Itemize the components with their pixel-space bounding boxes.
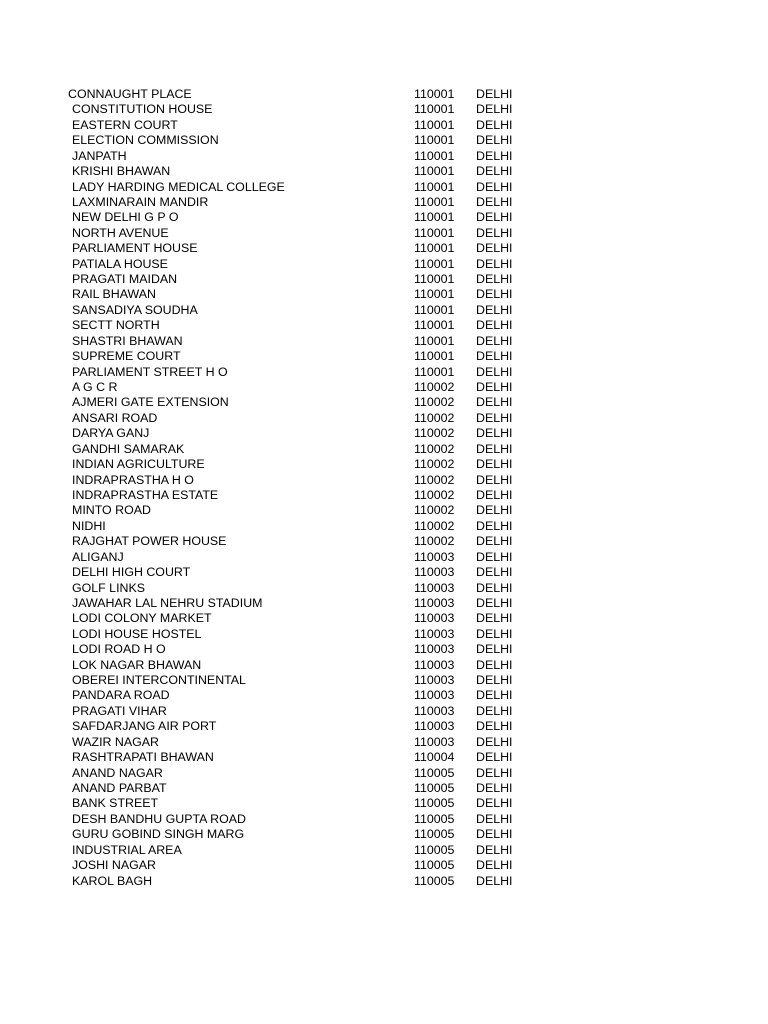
place-name-cell: MINTO ROAD <box>72 503 151 518</box>
city-cell: DELHI <box>476 673 513 688</box>
place-name-cell: SANSADIYA SOUDHA <box>72 302 198 317</box>
city-cell: DELHI <box>476 318 513 333</box>
city-cell: DELHI <box>476 565 513 580</box>
place-name-cell: PARLIAMENT STREET H O <box>72 364 228 379</box>
table-row <box>68 704 528 719</box>
city-cell: DELHI <box>476 117 513 132</box>
pin-code-cell: 110001 <box>414 133 455 148</box>
place-name-cell: GOLF LINKS <box>72 580 145 595</box>
place-name-cell: NEW DELHI G P O <box>72 210 179 225</box>
pin-code-cell: 110002 <box>414 410 455 425</box>
city-cell: DELHI <box>476 518 513 533</box>
pin-code-cell: 110003 <box>414 703 455 718</box>
pin-code-cell: 110001 <box>414 225 455 240</box>
pin-code-cell: 110003 <box>414 580 455 595</box>
table-row <box>68 380 528 395</box>
place-name-cell: NORTH AVENUE <box>72 225 169 240</box>
pin-code-cell: 110003 <box>414 688 455 703</box>
table-row <box>68 735 528 750</box>
table-row <box>68 164 528 179</box>
pin-code-cell: 110005 <box>414 827 455 842</box>
pin-code-cell: 110001 <box>414 194 455 209</box>
table-row <box>68 318 528 333</box>
pin-code-cell: 110005 <box>414 811 455 826</box>
place-name-cell: LOK NAGAR BHAWAN <box>72 657 202 672</box>
city-cell: DELHI <box>476 395 513 410</box>
table-row <box>68 473 528 488</box>
city-cell: DELHI <box>476 380 513 395</box>
pin-code-cell: 110005 <box>414 796 455 811</box>
city-cell: DELHI <box>476 241 513 256</box>
pin-code-cell: 110002 <box>414 426 455 441</box>
city-cell: DELHI <box>476 364 513 379</box>
place-name-cell: CONSTITUTION HOUSE <box>72 102 213 117</box>
place-name-cell: RASHTRAPATI BHAWAN <box>72 750 214 765</box>
pin-code-cell: 110002 <box>414 472 455 487</box>
table-row <box>68 395 528 410</box>
place-name-cell: PARLIAMENT HOUSE <box>72 241 198 256</box>
city-cell: DELHI <box>476 873 513 888</box>
pin-code-cell: 110005 <box>414 842 455 857</box>
place-name-cell: ANAND PARBAT <box>72 780 167 795</box>
pin-code-cell: 110002 <box>414 487 455 502</box>
table-row <box>68 257 528 272</box>
pin-code-cell: 110001 <box>414 333 455 348</box>
city-cell: DELHI <box>476 796 513 811</box>
place-name-cell: NIDHI <box>72 518 106 533</box>
table-row <box>68 874 528 889</box>
place-name-cell: KAROL BAGH <box>72 873 153 888</box>
table-row <box>68 241 528 256</box>
city-cell: DELHI <box>476 811 513 826</box>
table-row <box>68 442 528 457</box>
table-row <box>68 195 528 210</box>
pin-code-cell: 110003 <box>414 626 455 641</box>
city-cell: DELHI <box>476 750 513 765</box>
city-cell: DELHI <box>476 626 513 641</box>
pin-code-cell: 110005 <box>414 765 455 780</box>
table-row <box>68 642 528 657</box>
place-name-cell: ALIGANJ <box>72 549 124 564</box>
place-name-cell: A G C R <box>72 380 118 395</box>
table-row <box>68 858 528 873</box>
pin-code-cell: 110003 <box>414 642 455 657</box>
city-cell: DELHI <box>476 272 513 287</box>
table-row <box>68 581 528 596</box>
city-cell: DELHI <box>476 87 513 101</box>
city-cell: DELHI <box>476 256 513 271</box>
pin-code-cell: 110001 <box>414 256 455 271</box>
city-cell: DELHI <box>476 734 513 749</box>
table-row <box>68 102 528 117</box>
pin-code-cell: 110001 <box>414 179 455 194</box>
city-cell: DELHI <box>476 503 513 518</box>
pin-code-cell: 110003 <box>414 611 455 626</box>
place-name-cell: RAJGHAT POWER HOUSE <box>72 534 227 549</box>
table-row <box>68 688 528 703</box>
place-name-cell: RAIL BHAWAN <box>72 287 156 302</box>
city-cell: DELHI <box>476 858 513 873</box>
pin-code-cell: 110002 <box>414 380 455 395</box>
table-row <box>68 673 528 688</box>
table-row <box>68 303 528 318</box>
place-name-cell: LADY HARDING MEDICAL COLLEGE <box>72 179 285 194</box>
city-cell: DELHI <box>476 441 513 456</box>
table-row <box>68 843 528 858</box>
pin-code-cell: 110005 <box>414 858 455 873</box>
place-name-cell: SECTT NORTH <box>72 318 160 333</box>
pin-code-cell: 110002 <box>414 441 455 456</box>
place-name-cell: SAFDARJANG AIR PORT <box>72 719 217 734</box>
pin-code-cell: 110002 <box>414 457 455 472</box>
pin-code-cell: 110004 <box>414 750 455 765</box>
city-cell: DELHI <box>476 642 513 657</box>
city-cell: DELHI <box>476 487 513 502</box>
pin-code-cell: 110003 <box>414 734 455 749</box>
table-row <box>68 719 528 734</box>
city-cell: DELHI <box>476 410 513 425</box>
city-cell: DELHI <box>476 148 513 163</box>
place-name-cell: INDRAPRASTHA ESTATE <box>72 487 219 502</box>
table-row <box>68 534 528 549</box>
table-row <box>68 334 528 349</box>
city-cell: DELHI <box>476 102 513 117</box>
table-row <box>68 827 528 842</box>
city-cell: DELHI <box>476 349 513 364</box>
pin-code-cell: 110003 <box>414 657 455 672</box>
table-row <box>68 87 528 102</box>
table-row <box>68 565 528 580</box>
pin-code-cell: 110001 <box>414 148 455 163</box>
table-row <box>68 503 528 518</box>
city-cell: DELHI <box>476 549 513 564</box>
city-cell: DELHI <box>476 827 513 842</box>
pin-code-cell: 110001 <box>414 287 455 302</box>
place-name-cell: LODI ROAD H O <box>72 642 166 657</box>
city-cell: DELHI <box>476 164 513 179</box>
pin-code-cell: 110002 <box>414 518 455 533</box>
city-cell: DELHI <box>476 611 513 626</box>
place-name-cell: ANAND NAGAR <box>72 765 163 780</box>
table-row <box>68 781 528 796</box>
place-name-cell: LODI HOUSE HOSTEL <box>72 626 202 641</box>
table-row <box>68 180 528 195</box>
place-name-cell: PATIALA HOUSE <box>72 256 168 271</box>
pin-code-cell: 110001 <box>414 210 455 225</box>
city-cell: DELHI <box>476 688 513 703</box>
place-name-cell: KRISHI BHAWAN <box>72 164 171 179</box>
pin-code-cell: 110001 <box>414 364 455 379</box>
city-cell: DELHI <box>476 842 513 857</box>
place-name-cell: OBEREI INTERCONTINENTAL <box>72 673 246 688</box>
city-cell: DELHI <box>476 426 513 441</box>
table-row <box>68 118 528 133</box>
place-name-cell: ELECTION COMMISSION <box>72 133 219 148</box>
place-name-cell: INDIAN AGRICULTURE <box>72 457 205 472</box>
place-name-cell: INDUSTRIAL AREA <box>72 842 182 857</box>
city-cell: DELHI <box>476 179 513 194</box>
table-row <box>68 210 528 225</box>
pin-code-cell: 110001 <box>414 241 455 256</box>
city-cell: DELHI <box>476 703 513 718</box>
place-name-cell: SHASTRI BHAWAN <box>72 333 183 348</box>
pin-code-cell: 110003 <box>414 565 455 580</box>
place-name-cell: DARYA GANJ <box>72 426 150 441</box>
city-cell: DELHI <box>476 595 513 610</box>
city-cell: DELHI <box>476 580 513 595</box>
pin-code-cell: 110001 <box>414 164 455 179</box>
place-name-cell: PRAGATI VIHAR <box>72 703 167 718</box>
table-row <box>68 550 528 565</box>
city-cell: DELHI <box>476 780 513 795</box>
pin-code-cell: 110001 <box>414 302 455 317</box>
place-name-cell: JANPATH <box>72 148 127 163</box>
place-name-cell: LAXMINARAIN MANDIR <box>72 194 209 209</box>
pin-code-cell: 110001 <box>414 102 455 117</box>
post-office-table <box>68 87 528 889</box>
place-name-cell: PANDARA ROAD <box>72 688 170 703</box>
city-cell: DELHI <box>476 765 513 780</box>
table-row <box>68 519 528 534</box>
place-name-cell: JOSHI NAGAR <box>72 858 156 873</box>
place-name-cell: ANSARI ROAD <box>72 410 158 425</box>
pin-code-cell: 110003 <box>414 673 455 688</box>
table-row <box>68 796 528 811</box>
city-cell: DELHI <box>476 194 513 209</box>
place-name-cell: DESH BANDHU GUPTA ROAD <box>72 811 246 826</box>
table-row <box>68 272 528 287</box>
city-cell: DELHI <box>476 534 513 549</box>
place-name-cell: DELHI HIGH COURT <box>72 565 191 580</box>
table-row <box>68 349 528 364</box>
pin-code-cell: 110001 <box>414 318 455 333</box>
table-row <box>68 411 528 426</box>
table-row <box>68 627 528 642</box>
place-name-cell: AJMERI GATE EXTENSION <box>72 395 229 410</box>
city-cell: DELHI <box>476 457 513 472</box>
pin-code-cell: 110003 <box>414 595 455 610</box>
table-row <box>68 133 528 148</box>
table-row <box>68 457 528 472</box>
city-cell: DELHI <box>476 133 513 148</box>
pin-code-cell: 110003 <box>414 719 455 734</box>
pin-code-cell: 110003 <box>414 549 455 564</box>
place-name-cell: PRAGATI MAIDAN <box>72 272 178 287</box>
place-name-cell: CONNAUGHT PLACE <box>68 87 192 101</box>
table-row <box>68 365 528 380</box>
table-row <box>68 226 528 241</box>
place-name-cell: BANK STREET <box>72 796 159 811</box>
place-name-cell: JAWAHAR LAL NEHRU STADIUM <box>72 595 263 610</box>
table-row <box>68 596 528 611</box>
place-name-cell: INDRAPRASTHA H O <box>72 472 194 487</box>
table-row <box>68 488 528 503</box>
table-row <box>68 611 528 626</box>
pin-code-cell: 110005 <box>414 873 455 888</box>
table-row <box>68 750 528 765</box>
city-cell: DELHI <box>476 302 513 317</box>
pin-code-cell: 110002 <box>414 503 455 518</box>
city-cell: DELHI <box>476 719 513 734</box>
table-row <box>68 766 528 781</box>
pin-code-cell: 110002 <box>414 534 455 549</box>
place-name-cell: SUPREME COURT <box>72 349 181 364</box>
place-name-cell: WAZIR NAGAR <box>72 734 159 749</box>
table-row <box>68 426 528 441</box>
pin-code-cell: 110001 <box>414 349 455 364</box>
place-name-cell: GANDHI SAMARAK <box>72 441 185 456</box>
pin-code-cell: 110005 <box>414 780 455 795</box>
pin-code-cell: 110001 <box>414 272 455 287</box>
place-name-cell: EASTERN COURT <box>72 117 178 132</box>
city-cell: DELHI <box>476 333 513 348</box>
city-cell: DELHI <box>476 210 513 225</box>
pin-code-cell: 110001 <box>414 87 455 101</box>
table-row <box>68 149 528 164</box>
city-cell: DELHI <box>476 657 513 672</box>
city-cell: DELHI <box>476 472 513 487</box>
table-row <box>68 287 528 302</box>
place-name-cell: LODI COLONY MARKET <box>72 611 212 626</box>
place-name-cell: GURU GOBIND SINGH MARG <box>72 827 245 842</box>
pin-code-cell: 110002 <box>414 395 455 410</box>
table-row <box>68 658 528 673</box>
table-row <box>68 812 528 827</box>
pin-code-cell: 110001 <box>414 117 455 132</box>
city-cell: DELHI <box>476 287 513 302</box>
city-cell: DELHI <box>476 225 513 240</box>
